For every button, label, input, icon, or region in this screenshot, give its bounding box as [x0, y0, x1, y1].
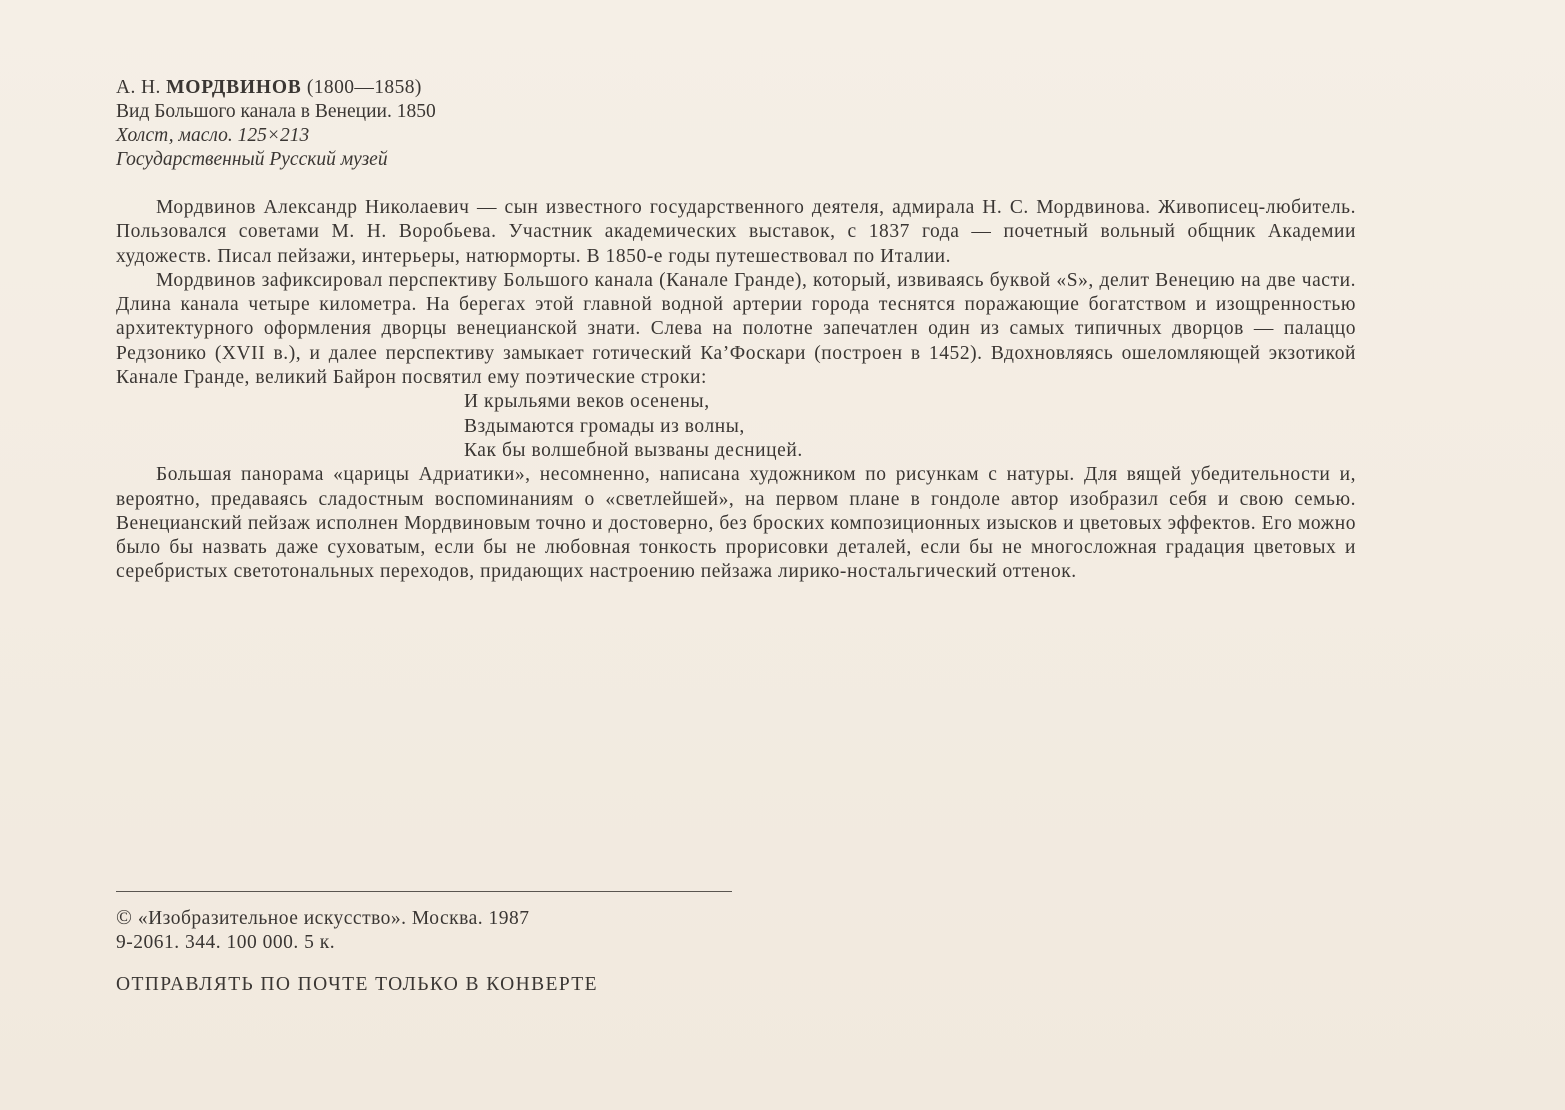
- footer-divider: [116, 891, 732, 892]
- mailing-notice: ОТПРАВЛЯТЬ ПО ПОЧТЕ ТОЛЬКО В КОНВЕРТЕ: [116, 974, 598, 995]
- print-code: 9-2061. 344. 100 000. 5 к.: [116, 932, 336, 953]
- paragraph-canal: Мордвинов зафиксировал перспективу Большого канала (Канале Гранде), который, извиваясь буквой «S», делит Венецию на две части. Длина канала четыре километра. На берегах этой главной водной артерии города теснятся поражающие богатством и изощренностью архитектурного оформления дворцы венецианской знати. Слева на полотне запечатлен один из самых типичных дворцов — палаццо Редзонико (XVII в.), и далее перспективу замыкает готический Ка’Фоскари (построен в 1452). Вдохновляясь ошеломляющей экзотикой Канале Гранде, великий Байрон посвятил ему поэтические строки:: [116, 269, 1356, 389]
- copyright-icon: ©: [116, 905, 133, 929]
- verse-line: Как бы волшебной вызваны десницей.: [464, 439, 803, 461]
- painting-medium: Холст, масло. 125×213: [116, 125, 310, 146]
- paragraph-panorama: Большая панорама «царицы Адриатики», несомненно, написана художником по рисункам с натуры. Для вящей убедительности и, вероятно, предаваясь сладостным воспоминаниям о «светлейшей», на первом плане в гондоле автор изобразил себя и свою семью. Венецианский пейзаж исполнен Мордвиновым точно и достоверно, без броских композиционных изысков и цветовых эффектов. Его можно было бы назвать даже суховатым, если бы не любовная тонкость прорисовки деталей, если бы не многосложная градация цветовых и серебристых светотональных переходов, придающих настроению пейзажа лирико-ностальгический оттенок.: [116, 464, 1356, 583]
- verse-line: И крыльями веков осенены,: [464, 391, 710, 413]
- paragraph-biography: Мордвинов Александр Николаевич — сын известного государственного деятеля, адмирала Н. С. Мордвинова. Живописец-любитель. Пользовался советами М. Н. Воробьева. Участник академических выставок, с 1837 года — почетный вольный общник Академии художеств. Писал пейзажи, интерьеры, натюрморты. В 1850-е годы путешествовал по Италии.: [116, 197, 1356, 267]
- publisher-info: [116, 905, 530, 955]
- description-text: [116, 196, 1356, 585]
- publisher-text: «Изобразительное искусство». Москва. 1987: [137, 908, 530, 929]
- museum-name: Государственный Русский музей: [116, 149, 388, 170]
- publisher-line: [116, 905, 530, 931]
- artwork-caption: [116, 76, 436, 172]
- author-line: [116, 76, 436, 100]
- author-name: МОРДВИНОВ: [166, 77, 302, 98]
- painting-title: Вид Большого канала в Венеции. 1850: [116, 101, 436, 122]
- author-years: (1800—1858): [306, 77, 422, 98]
- verse-line: Вздымаются громады из волны,: [464, 415, 745, 437]
- author-initials: А. Н.: [116, 77, 161, 98]
- byron-verse: [116, 390, 1356, 463]
